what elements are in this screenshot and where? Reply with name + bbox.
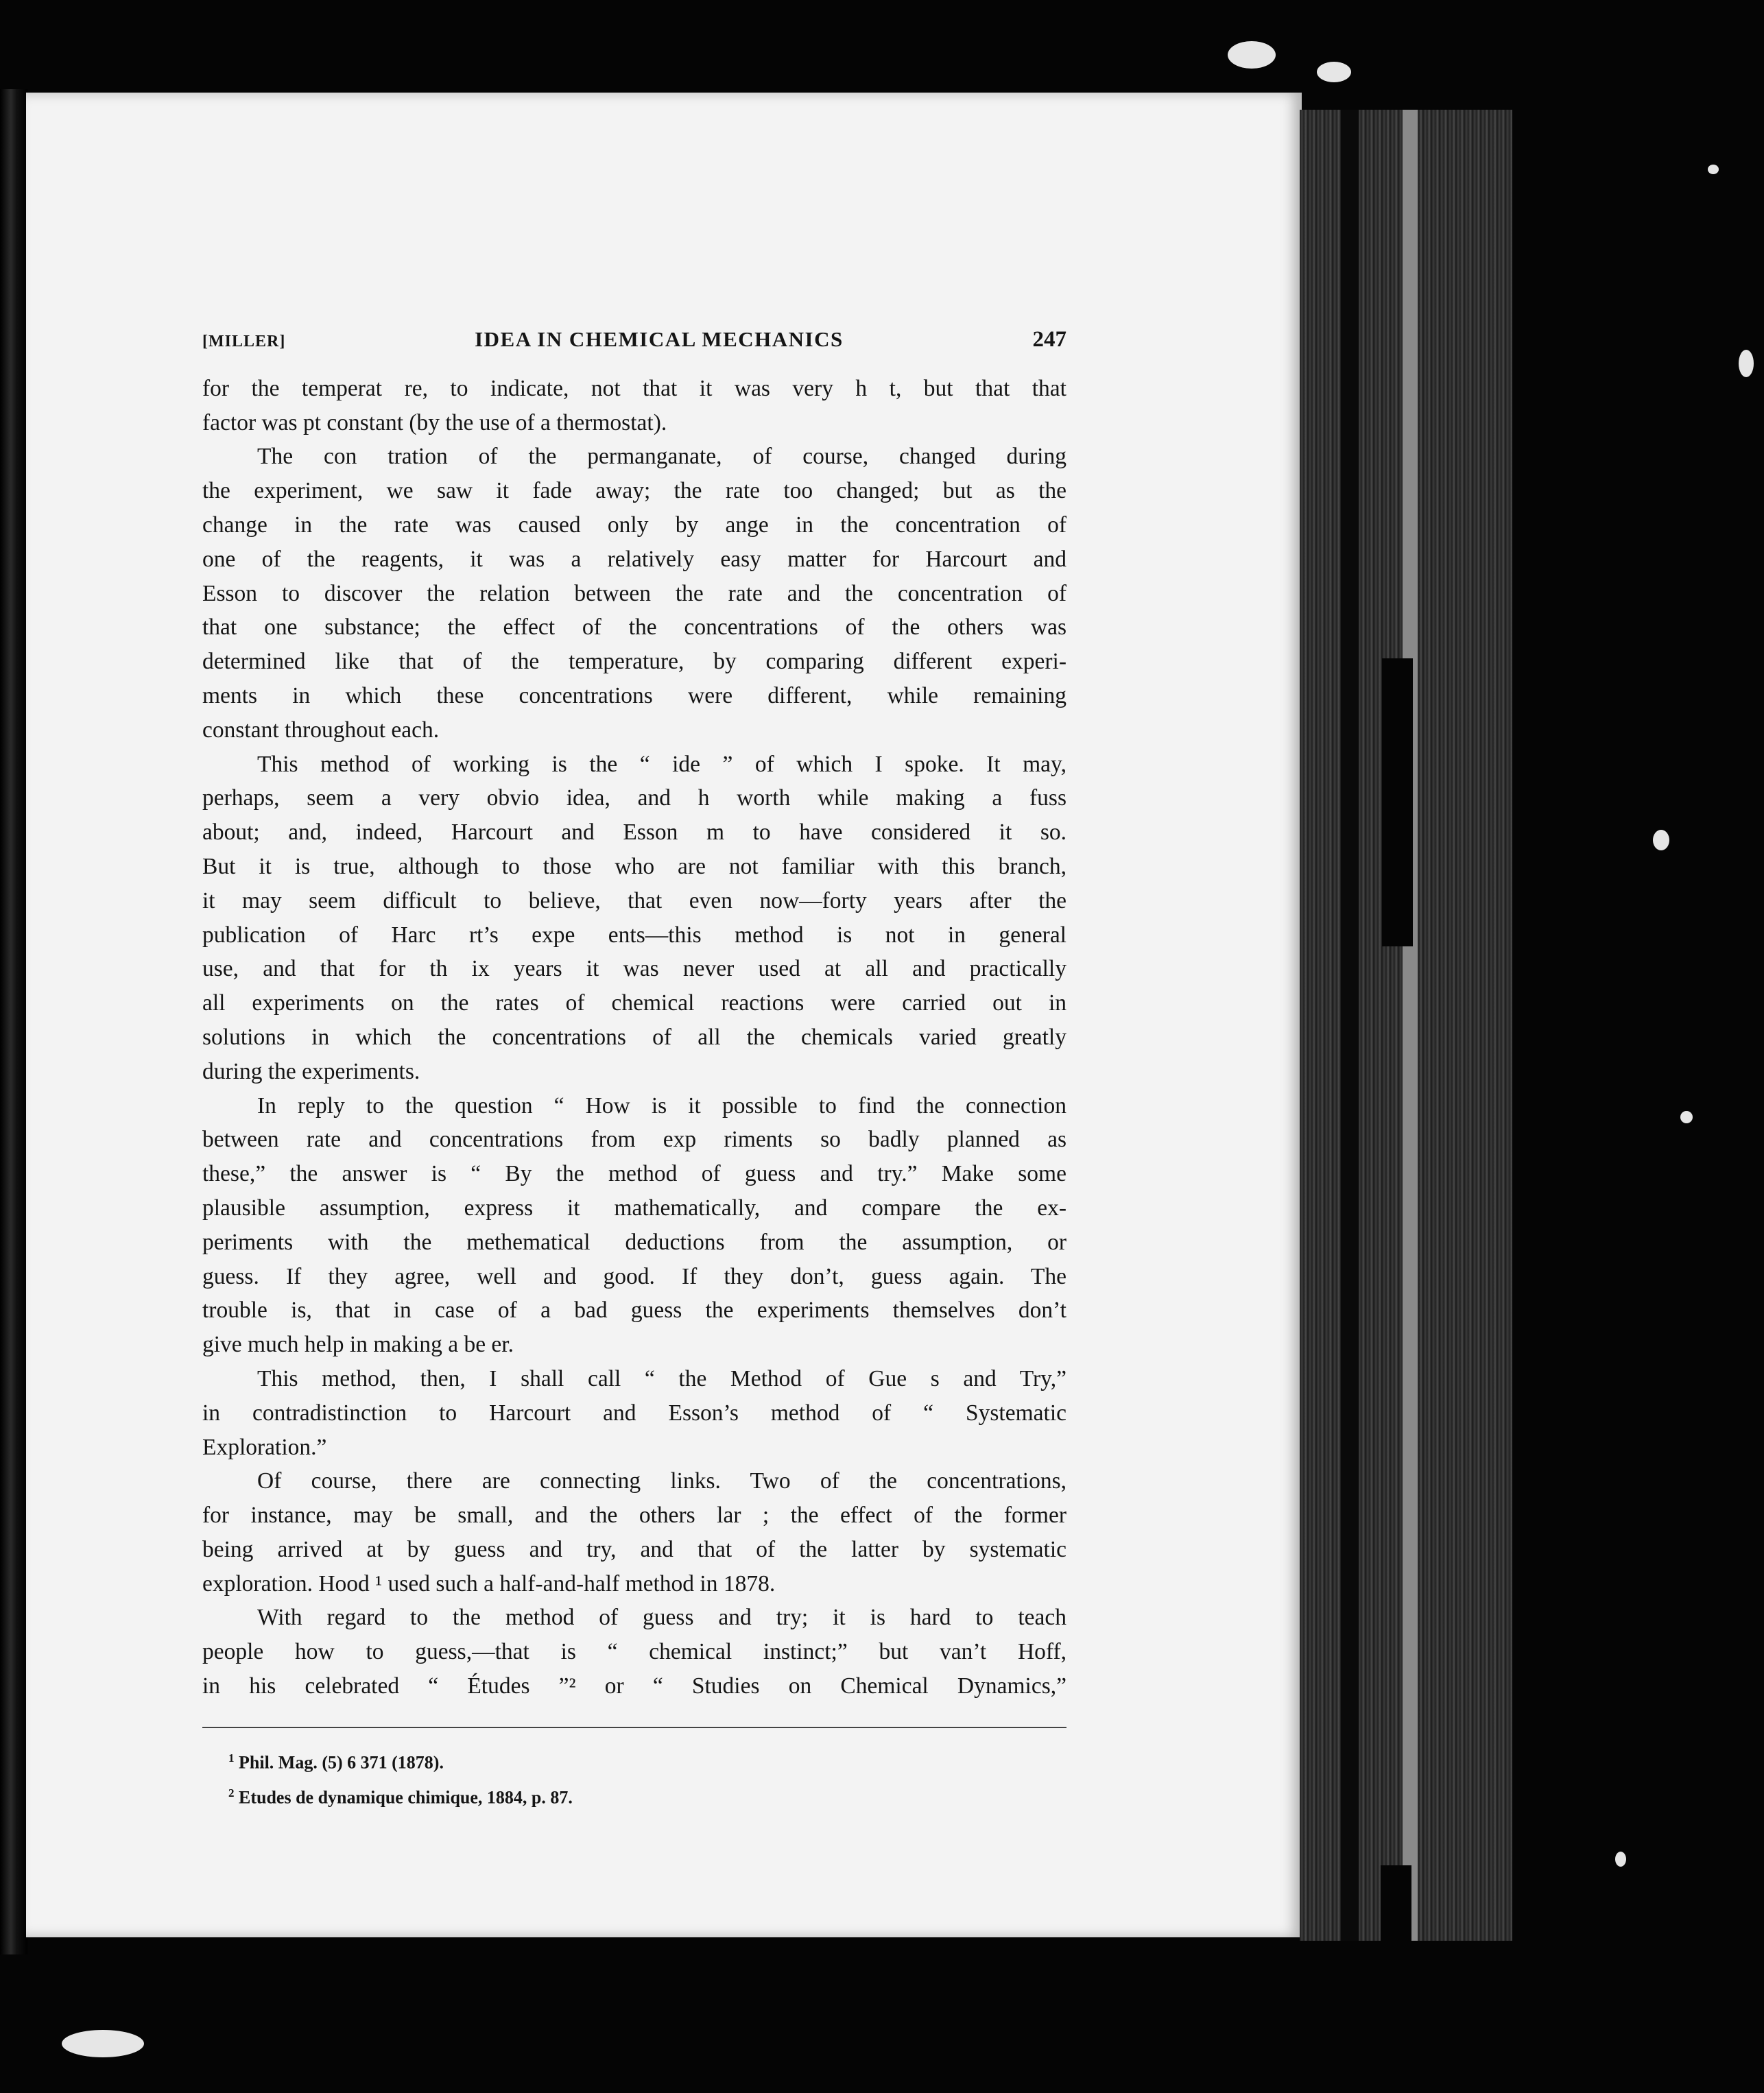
page-edge-gap-top: [1382, 658, 1413, 946]
text-line: This method, then, I shall call “ the Method of Gue s and Try,”: [257, 1365, 1066, 1391]
text-line: In reply to the question “ How is it possible to find the connection: [257, 1092, 1066, 1119]
footnote-text: Phil. Mag. (5) 6 371 (1878).: [239, 1752, 444, 1773]
dust-speck: [1228, 41, 1276, 69]
text-line: in his celebrated “ Études ”² or “ Studies on Chemical Dynamics,”: [202, 1673, 1066, 1699]
text-line: constant throughout each.: [202, 717, 440, 743]
page-edge-shadow: [1341, 110, 1359, 1941]
text-line: But it is true, although to those who are not familiar with this branch,: [202, 853, 1066, 879]
text-line: trouble is, that in case of a bad guess the experiments themselves don’t: [202, 1297, 1066, 1324]
text-line: during the experiments.: [202, 1058, 420, 1084]
paragraph: [202, 1089, 1066, 1362]
footnote-rule: [202, 1727, 1066, 1728]
paragraph: [202, 748, 1066, 1089]
text-line: all experiments on the rates of chemical reactions were carried out in: [202, 990, 1066, 1016]
text-line: in contradistinction to Harcourt and Esson’s method of “ Systematic: [202, 1400, 1066, 1426]
body-text: [202, 372, 1066, 1703]
text-line: it may seem difficult to believe, that even now—forty years after the: [202, 887, 1066, 913]
text-line: Of course, there are connecting links. Two of the concentrations,: [257, 1468, 1066, 1494]
text-line: perhaps, seem a very obvio idea, and h worth while making a fuss: [202, 785, 1066, 811]
text-line: ments in which these concentrations were different, while remaining: [202, 682, 1066, 708]
dust-speck: [62, 2030, 144, 2057]
text-line: The con tration of the permanganate, of course, changed during: [257, 444, 1066, 470]
author-tag: [MILLER]: [202, 333, 286, 350]
text-line: for the temperat re, to indicate, not that it was very h t, but that that: [202, 375, 1066, 401]
text-line: plausible assumption, express it mathematically, and compare the ex-: [202, 1195, 1066, 1221]
text-line: being arrived at by guess and try, and that of the latter by systematic: [202, 1536, 1066, 1562]
text-line: guess. If they agree, well and good. If they don’t, guess again. The: [202, 1263, 1066, 1289]
dust-speck: [1680, 1111, 1693, 1123]
text-line: these,” the answer is “ By the method of guess and try.” Make some: [202, 1161, 1066, 1187]
text-line: This method of working is the “ ide ” of which I spoke. It may,: [257, 751, 1066, 777]
dust-speck: [1653, 830, 1669, 850]
paragraph: [202, 1362, 1066, 1464]
page-edges-stack: [1300, 110, 1512, 1941]
text-line: that one substance; the effect of the concentrations of the others was: [202, 614, 1066, 641]
footnote-marker: 1: [228, 1751, 235, 1765]
paragraph: [202, 1601, 1066, 1703]
text-line: about; and, indeed, Harcourt and Esson m to have considered it so.: [202, 820, 1066, 846]
chapter-title: IDEA IN CHEMICAL MECHANICS: [475, 327, 844, 351]
text-line: between rate and concentrations from exp riments so badly planned as: [202, 1127, 1066, 1153]
text-line: exploration. Hood ¹ used such a half-and-half method in 1878.: [202, 1570, 776, 1596]
text-line: solutions in which the concentrations of all the chemicals varied greatly: [202, 1024, 1066, 1050]
text-line: people how to guess,—that is “ chemical instinct;” but van’t Hoff,: [202, 1639, 1066, 1665]
paragraph: [202, 372, 1066, 440]
text-line: Esson to discover the relation between the rate and the concentration of: [202, 580, 1066, 606]
running-head: [202, 322, 1066, 359]
text-line: publication of Harc rt’s expe ents—this method is not in general: [202, 922, 1066, 948]
footnote: [228, 1743, 1066, 1778]
footnote-text: Etudes de dynamique chimique, 1884, p. 87.: [239, 1787, 573, 1808]
text-line: With regard to the method of guess and try; it is hard to teach: [257, 1605, 1066, 1631]
page-edge-highlight: [1403, 110, 1418, 1941]
page-number: 247: [1032, 327, 1066, 352]
text-line: Exploration.”: [202, 1434, 327, 1460]
footnote: [228, 1778, 1066, 1813]
footnotes: [202, 1743, 1066, 1813]
dust-speck: [1615, 1852, 1626, 1867]
text-line: factor was pt constant (by the use of a thermostat).: [202, 409, 667, 435]
page-edge-gap-bottom: [1381, 1865, 1411, 2023]
left-page-binding: [0, 89, 27, 1954]
text-line: for instance, may be small, and the others lar ; the effect of the former: [202, 1503, 1066, 1529]
text-line: the experiment, we saw it fade away; the rate too changed; but as the: [202, 478, 1066, 504]
footnote-marker: 2: [228, 1786, 235, 1799]
dust-speck: [1739, 350, 1754, 377]
paragraph: [202, 440, 1066, 747]
dust-speck: [1708, 165, 1719, 174]
text-line: one of the reagents, it was a relatively easy matter for Harcourt and: [202, 546, 1066, 572]
text-line: determined like that of the temperature, by comparing different experi-: [202, 649, 1066, 675]
page-text: [202, 322, 1066, 1813]
text-line: use, and that for th ix years it was never used at all and practically: [202, 956, 1066, 982]
dust-speck: [1317, 62, 1351, 82]
text-line: periments with the methematical deductions from the assumption, or: [202, 1229, 1066, 1255]
text-line: change in the rate was caused only by ange in the concentration of: [202, 512, 1066, 538]
text-line: give much help in making a be er.: [202, 1332, 514, 1358]
paragraph: [202, 1464, 1066, 1601]
